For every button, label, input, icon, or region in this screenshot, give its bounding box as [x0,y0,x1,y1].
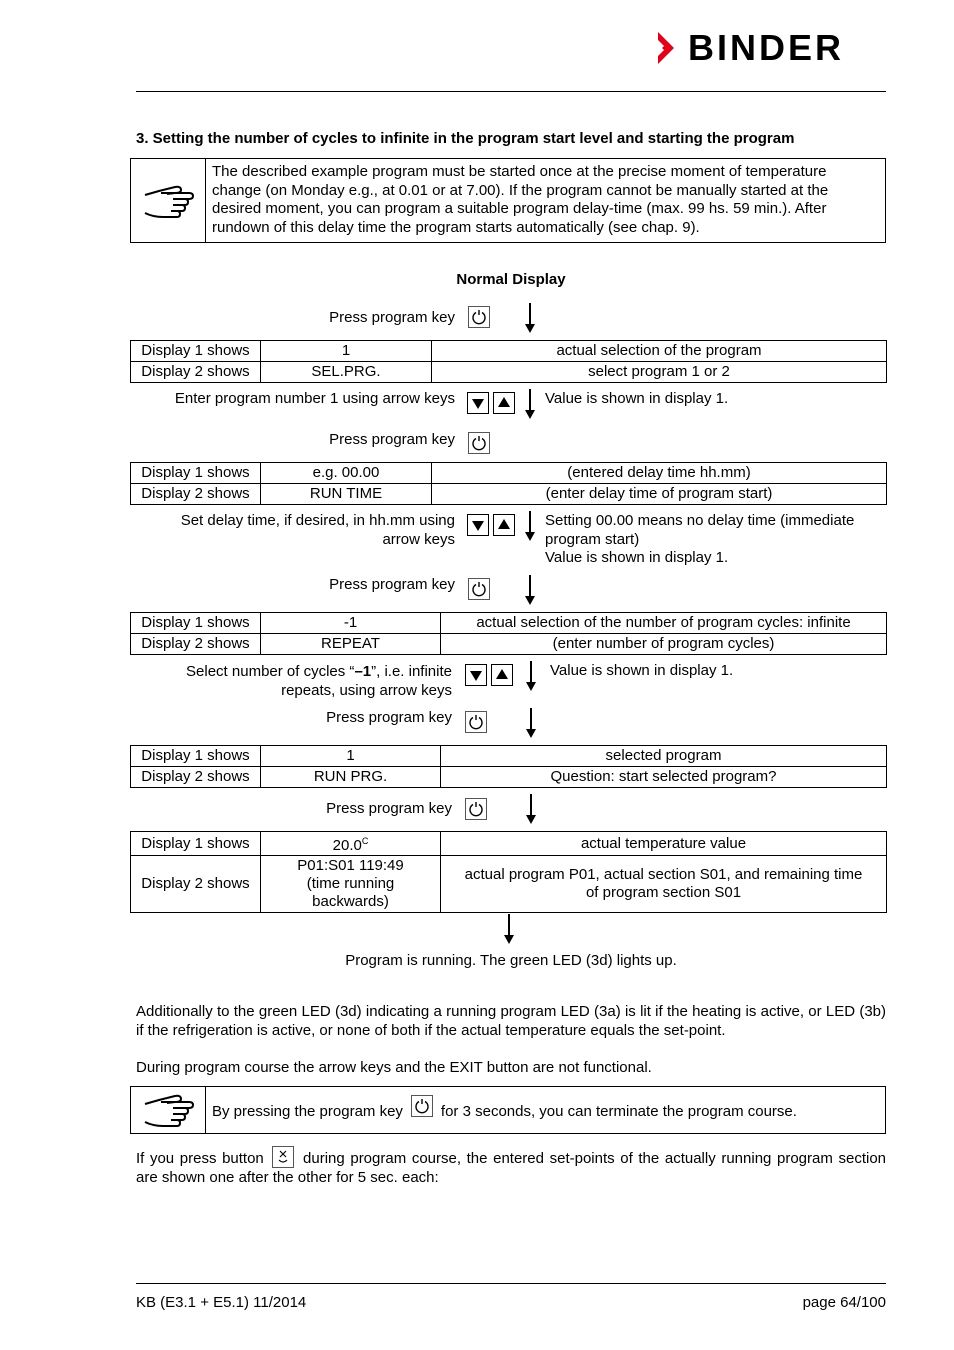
note-2-post: for 3 seconds, you can terminate the program course. [440,1102,797,1120]
brand-name: BINDER [688,27,845,68]
display-value: -1 [261,613,441,634]
temperature-unit: C [361,836,369,846]
step-select-cycles [100,663,452,700]
display-table-4 [130,745,887,788]
display-table-3 [130,612,887,655]
value-line: (time running [306,875,395,892]
program-key-icon[interactable] [468,432,490,454]
display-description: actual selection of the number of program cycles: infinite [441,613,887,634]
header-rule [136,91,886,92]
temperature-value: 20.0 [332,837,362,854]
value-line: backwards) [312,893,389,910]
footer-page-number: page 64/100 [802,1294,886,1311]
hand-pointing-icon [131,1087,206,1133]
step-press-program-key-3: Press program key [329,576,455,593]
display-value: 1 [261,341,432,362]
display-value [261,856,441,913]
step-cycles-line-2: repeats, using arrow keys [281,681,452,699]
value-shown-note: Value is shown in display 1. [545,549,729,566]
note-box-2 [130,1086,886,1134]
step-cycles-post: ”, i.e. infinite [371,663,452,680]
display-table-5 [130,831,887,913]
display-value: 1 [261,746,441,767]
display-label: Display 2 shows [131,634,261,655]
program-key-icon[interactable] [465,798,487,820]
delay-note [545,512,854,568]
table-row [131,746,887,767]
display-description: actual selection of the program [432,341,887,362]
hand-pointing-icon [131,159,206,242]
down-arrow-icon [524,389,536,419]
arrow-down-key-icon[interactable] [467,392,489,414]
step-press-program-key-5: Press program key [326,800,452,817]
display-label: Display 2 shows [131,767,261,788]
down-arrow-icon [525,794,537,824]
binder-logo [656,27,845,68]
display-description [441,856,887,913]
value-shown-note: Value is shown in display 1. [545,390,729,407]
note-box [130,158,886,243]
para-button-post: during program course, the entered set-points of the actually running program section are shown one after the other for 5 sec. each: [136,1150,887,1186]
step-cycles-pre: Select number of cycles “ [186,663,355,680]
table-row [131,856,887,913]
footer-doc-id: KB (E3.1 + E5.1) 11/2014 [136,1294,307,1311]
table-row [131,463,887,484]
exit-paragraph: During program course the arrow keys and the EXIT button are not functional. [136,1059,652,1076]
step-delay-line-2: arrow keys [382,530,455,548]
down-arrow-icon [525,708,537,738]
display-label: Display 1 shows [131,613,261,634]
display-label: Display 1 shows [131,463,261,484]
display-label: Display 2 shows [131,856,261,913]
section-heading: 3. Setting the number of cycles to infinite in the program start level and starting the program [136,130,795,147]
arrow-down-key-icon[interactable] [467,514,489,536]
arrow-up-key-icon[interactable] [493,392,515,414]
display-label: Display 1 shows [131,746,261,767]
note-2-text [206,1087,885,1133]
table-row [131,613,887,634]
arrow-up-key-icon[interactable] [491,664,513,686]
delay-note-line-2: program start) [545,530,640,548]
display-description: selected program [441,746,887,767]
value-shown-note: Value is shown in display 1. [550,662,734,679]
display-label: Display 1 shows [131,832,261,856]
display-table-2 [130,462,887,505]
step-cycles-line-1 [100,663,452,682]
step-press-program-key-1: Press program key [329,309,455,326]
program-key-icon[interactable] [468,578,490,600]
step-press-program-key-2: Press program key [329,431,455,448]
step-delay-time [100,512,455,549]
normal-display-label: Normal Display [456,271,566,288]
note-2-pre: By pressing the program key [212,1102,403,1120]
display-value: SEL.PRG. [261,362,432,383]
para-button-pre: If you press button [136,1150,264,1167]
desc-line: of program section S01 [585,884,742,901]
display-description: actual temperature value [441,832,887,856]
table-row [131,362,887,383]
footer-rule [136,1283,886,1284]
step-cycles-bold: –1 [354,663,372,680]
step-enter-program: Enter program number 1 using arrow keys [174,390,455,407]
value-line: P01:S01 119:49 [297,857,404,874]
step-press-program-key-4: Press program key [326,709,452,726]
display-description: select program 1 or 2 [432,362,887,383]
program-key-icon[interactable] [465,711,487,733]
table-row [131,634,887,655]
setpoint-paragraph [136,1146,886,1187]
display-value: e.g. 00.00 [261,463,432,484]
table-row [131,341,887,362]
down-arrow-icon [503,914,515,944]
display-label: Display 2 shows [131,362,261,383]
program-key-icon[interactable] [468,306,490,328]
display-value: REPEAT [261,634,441,655]
display-description: (enter delay time of program start) [432,484,887,505]
program-running-text: Program is running. The green LED (3d) lights up. [345,952,677,969]
step-delay-line-1: Set delay time, if desired, in hh.mm using [180,512,455,529]
display-description: Question: start selected program? [441,767,887,788]
delay-note-line-1: Setting 00.00 means no delay time (immediate [545,512,855,529]
display-label: Display 1 shows [131,341,261,362]
table-row [131,832,887,856]
binder-logo-mark-icon [656,30,682,66]
desc-line: actual program P01, actual section S01, and remaining time [464,866,863,883]
arrow-down-key-icon[interactable] [465,664,487,686]
display-value: RUN PRG. [261,767,441,788]
display-label: Display 2 shows [131,484,261,505]
led-paragraph: Additionally to the green LED (3d) indicating a running program LED (3a) is lit if the heating is active, or LED (3b) if the refrigeration is active, or none of both if the actual temperature equals the set-point. [136,1003,886,1039]
program-key-icon[interactable] [411,1095,433,1117]
arrow-up-key-icon[interactable] [493,514,515,536]
display-description: (entered delay time hh.mm) [432,463,887,484]
display-value: RUN TIME [261,484,432,505]
down-arrow-icon [525,661,537,691]
table-row [131,484,887,505]
down-arrow-icon [524,511,536,541]
display-table-1 [130,340,887,383]
down-arrow-icon [524,575,536,605]
table-row [131,767,887,788]
note-text: The described example program must be started once at the precise moment of temperature change (on Monday e.g., at 0.01 or at 7.00). If the program cannot be manually started at the desired moment, you can program a suitable program delay-time (max. 99 hs. 59 min.). After rundown of this delay time the program starts automatically (see chap. 9). [212,163,829,236]
display-value [261,832,441,856]
display-description: (enter number of program cycles) [441,634,887,655]
down-arrow-icon [524,303,536,333]
setpoint-button-icon[interactable] [272,1146,294,1168]
